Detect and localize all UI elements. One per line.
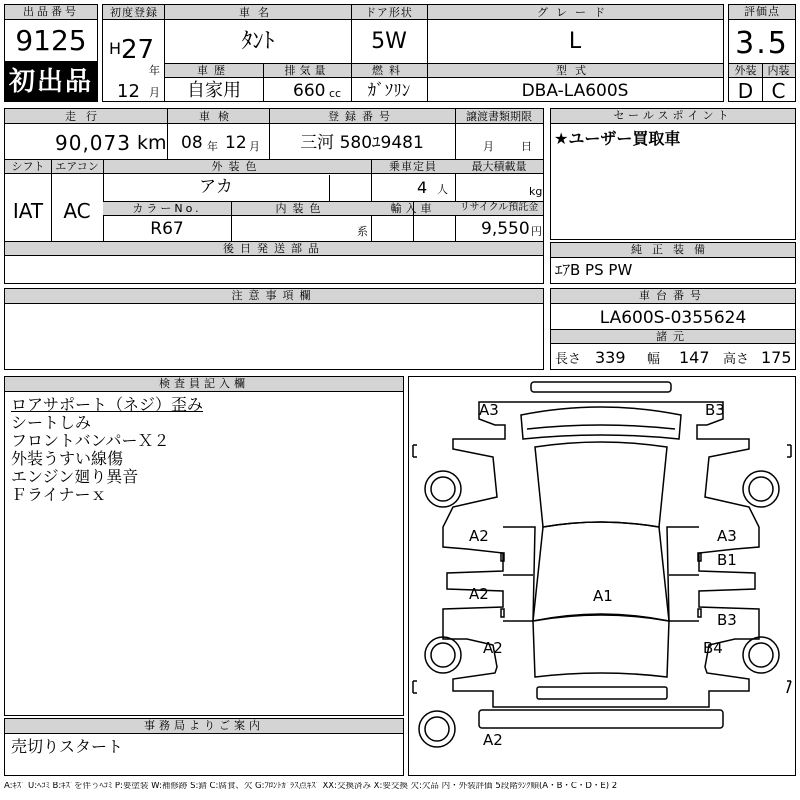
sales-point: ★ユーザー買取車 <box>554 129 681 148</box>
inspector-line-3: フロントバンパーＸ２ <box>11 431 170 450</box>
inspector-line-2: シートしみ <box>11 413 92 432</box>
car-name-label: 車名 <box>239 6 277 19</box>
mark-a3-right-front-door: A3 <box>717 527 737 545</box>
interior-grade: C <box>771 79 786 103</box>
color-number-label: カラーNo. <box>132 202 202 215</box>
office-box <box>4 718 404 776</box>
plate-label: 登録番号 <box>328 110 396 123</box>
inspection-label: 車検 <box>199 110 237 123</box>
fuel: ｶﾞｿﾘﾝ <box>367 81 411 101</box>
mileage-unit: km <box>137 132 167 154</box>
vehicle-detail-grid <box>4 108 544 284</box>
ac-label: エアコン <box>55 160 99 173</box>
vehicle-history: 自家用 <box>187 80 241 101</box>
load-unit: kg <box>529 185 543 198</box>
lot-number-cell <box>4 4 98 62</box>
reg-year: 27 <box>121 35 155 65</box>
cc-unit: cc <box>329 87 342 100</box>
inspection-year-unit: 年 <box>207 140 218 153</box>
shift-label: シフト <box>11 160 45 173</box>
capacity-label: 乗車定員 <box>389 160 437 173</box>
capacity-unit: 人 <box>437 183 448 196</box>
transfer-day: 日 <box>521 140 532 153</box>
notes-label: 注意事項欄 <box>5 289 543 304</box>
parts-label: 後日発送部品 <box>223 242 325 255</box>
height-label: 高さ <box>723 352 750 367</box>
exterior-color: アカ <box>199 177 233 197</box>
length: 339 <box>595 348 626 367</box>
import-label: 輸入車 <box>390 202 436 215</box>
chassis-number: LA600S-0355624 <box>599 308 747 328</box>
office-note: 売切りスタート <box>11 737 124 756</box>
spec-label: 諸元 <box>656 330 690 343</box>
exterior-color-label: 外装色 <box>211 160 263 173</box>
score-cell <box>728 4 796 102</box>
fuel-label: 燃料 <box>372 64 406 77</box>
inspector-line-1: ロアサポート（ネジ）歪み <box>11 395 204 414</box>
width: 147 <box>679 348 710 367</box>
score-label: 評価点 <box>729 5 795 20</box>
inspection-month-unit: 月 <box>249 140 260 153</box>
equipment-box <box>550 242 796 284</box>
mark-b4-right-rear-quarter: B4 <box>703 639 723 657</box>
color-number: R67 <box>150 219 184 239</box>
interior-label: 内装 <box>767 64 790 77</box>
era: H <box>109 39 122 58</box>
equipment-label: 純正装備 <box>551 243 795 258</box>
air-conditioner: AC <box>63 199 91 223</box>
interior-color-unit: 系 <box>357 225 368 238</box>
inspector-line-5: エンジン廻り異音 <box>11 467 139 486</box>
mark-a2-left-rear-door: A2 <box>469 585 489 603</box>
displacement: 660 <box>293 81 326 101</box>
recycle-label: リサイクル預託金 <box>459 202 539 213</box>
recycle-fee: 9,550 <box>481 219 530 239</box>
score: 3.5 <box>735 26 789 61</box>
reg-month: 12 <box>117 81 140 102</box>
exterior-grade: D <box>737 79 754 103</box>
width-label: 幅 <box>647 352 661 367</box>
mark-a3-front-left: A3 <box>479 401 499 419</box>
inspection-month: 12 <box>225 133 247 153</box>
damage-legend: A:ｷｽﾞ U:ﾍｺﾐ B:ｷｽﾞを伴うﾍｺﾐ P:要塗装 W:補修跡 S:錆 C:腐食、欠 G:ﾌﾛﾝﾄｶﾞﾗｽ点ｷｽﾞ XX:交換済み X:要交換 欠:欠品 内・外装評価 5段階ﾗﾝｸ順(A・B・C・D・E) 2 <box>4 782 618 791</box>
damage-diagram <box>408 376 796 776</box>
height: 175 <box>761 348 792 367</box>
inspector-label: 検査員記入欄 <box>5 377 403 392</box>
transfer-month: 月 <box>483 140 494 153</box>
shift-type: IAT <box>12 199 44 223</box>
model-label: 型式 <box>556 64 594 77</box>
mark-b1-right-front-door: B1 <box>717 551 737 569</box>
office-label: 事務局よりご案内 <box>5 719 403 734</box>
month-unit: 月 <box>149 86 160 99</box>
lot-number: 9125 <box>15 24 87 57</box>
inspection-year: 08 <box>181 133 203 153</box>
registration-label: 初度登録 <box>110 6 158 19</box>
inspector-box <box>4 376 404 716</box>
displacement-label: 排気量 <box>284 64 330 77</box>
chassis-label: 車台番号 <box>551 289 795 304</box>
first-listing-badge: 初出品 <box>4 62 98 102</box>
vehicle-header-grid <box>102 4 724 102</box>
door-label: ドア形状 <box>365 6 413 19</box>
door-type: 5W <box>371 29 407 54</box>
inspector-line-6: Ｆライナーｘ <box>11 485 107 504</box>
grade-label: グレード <box>537 6 613 19</box>
chassis-box <box>550 288 796 370</box>
sales-point-label: セールスポイント <box>551 109 795 124</box>
interior-color-label: 内装色 <box>275 202 327 215</box>
grade: L <box>568 29 582 54</box>
mark-a1-roof: A1 <box>593 587 613 605</box>
model-code: DBA-LA600S <box>521 81 629 101</box>
mark-b3-right-rear-door: B3 <box>717 611 737 629</box>
lot-number-label: 出品番号 <box>5 5 97 20</box>
inspector-line-4: 外装うすい線傷 <box>11 449 124 468</box>
max-load-label: 最大積載量 <box>471 160 527 173</box>
mark-a2-left-rear-quarter: A2 <box>483 639 503 657</box>
transfer-label: 譲渡書類期限 <box>466 110 532 123</box>
yen-unit: 円 <box>531 225 542 238</box>
car-name: ﾀﾝﾄ <box>241 29 275 54</box>
notes-box <box>4 288 544 370</box>
sales-point-box <box>550 108 796 240</box>
exterior-label: 外装 <box>734 64 757 77</box>
mark-a2-left-front-door: A2 <box>469 527 489 545</box>
mark-b3-front-right: B3 <box>705 401 725 419</box>
history-label: 車歴 <box>197 64 231 77</box>
equipment: ｴｱB PS PW <box>555 261 633 279</box>
year-unit: 年 <box>149 64 160 77</box>
registration-plate: 三河 580ﾕ9481 <box>300 133 424 153</box>
mileage-label: 走行 <box>65 110 107 123</box>
mileage: 90,073 <box>55 131 131 155</box>
capacity: 4 <box>417 178 428 197</box>
length-label: 長さ <box>555 352 582 367</box>
mark-a2-rear-bumper: A2 <box>483 731 503 749</box>
